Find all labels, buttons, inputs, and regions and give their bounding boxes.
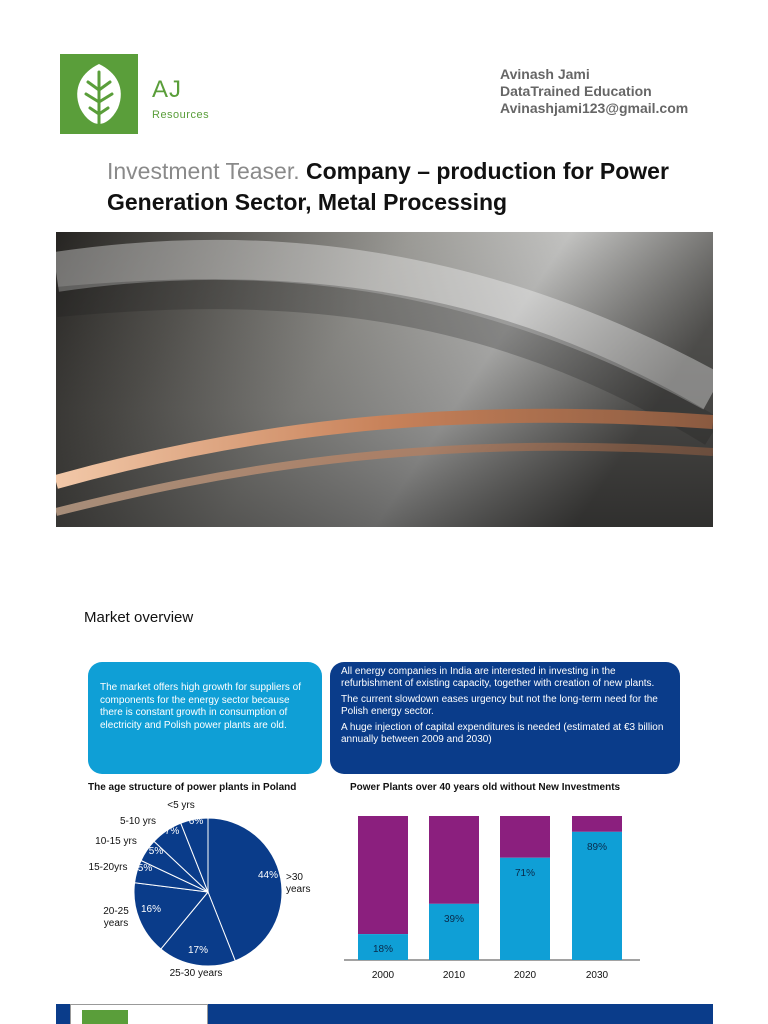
x-tick-label: 2000 [371,970,395,981]
logo-mark [60,54,138,134]
info-box-growth [88,662,322,774]
section-heading: Market overview [84,609,194,626]
bar-segment-old [429,904,479,960]
pie-slice-value: 17% [187,945,209,956]
info-box-investment [330,662,680,774]
pie-slice-value: 44% [257,870,279,881]
pie-slice-label: 20-25 years [103,906,129,929]
bar-segment-remaining [429,816,479,904]
pie-slice-label: 5-10 yrs [119,816,157,827]
pie-chart [80,796,330,986]
page-title [107,156,707,218]
pie-chart-title: The age structure of power plants in Poland [88,782,297,793]
bar-data-label: 18% [372,944,394,956]
pie-slice-label: <5 yrs [167,800,195,811]
pie-slice-label: >30 years [286,872,311,895]
info-paragraph: A huge injection of capital expenditures is needed (estimated at €3 billion annually between 2009 and 2030) [341,722,664,745]
bar-segment-remaining [358,816,408,934]
bar-data-label: 71% [514,867,536,879]
bar-data-label: 89% [586,841,608,853]
contact-name: Avinash Jami [500,66,590,82]
pie-slice-value: 6% [188,816,204,827]
title-rest: Company – production for Power Generation Sector, Metal Processing [107,158,669,215]
x-tick-label: 2010 [442,970,466,981]
pie-slice-label: 15-20yrs [88,862,128,873]
pie-slice-label: 10-15 yrs [95,836,137,847]
bar-segment-remaining [572,816,622,832]
logo-wordmark: AJ [152,76,183,103]
pie-slice-value: 5% [137,863,153,874]
leaf-icon [60,54,138,134]
pie-slice-value: 16% [140,904,162,915]
contact-email[interactable]: Avinashjami123@gmail.com [500,100,689,116]
bar-chart [340,806,640,986]
bar-data-label: 39% [443,913,465,925]
info-paragraph: All energy companies in India are interested in investing in the refurbishment of existing capacity, together with creation of new plants. [341,666,655,689]
info-box-growth-text: The market offers high growth for suppliers of components for the energy sector because there is constant growth in consumption of electricity and Polish power plants are old. [100,682,302,731]
footer-logo-mark [82,1010,128,1024]
bar-segment-remaining [500,816,550,858]
pie-slice-value: 5% [148,846,164,857]
info-paragraph: The current slowdown eases urgency but not the long-term need for the Polish energy sector. [341,694,658,717]
bar-chart-title: Power Plants over 40 years old without New Investments [350,782,621,793]
contact-block [500,66,688,117]
pie-slice-value: 7% [164,826,180,837]
pie-slice-label: 25-30 years [169,968,223,979]
x-tick-label: 2020 [513,970,537,981]
hero-image [56,232,713,527]
contact-org: DataTrained Education [500,83,652,99]
x-tick-label: 2030 [585,970,609,981]
logo-subtitle: Resources [152,109,210,121]
title-lead: Investment Teaser. [107,158,300,184]
